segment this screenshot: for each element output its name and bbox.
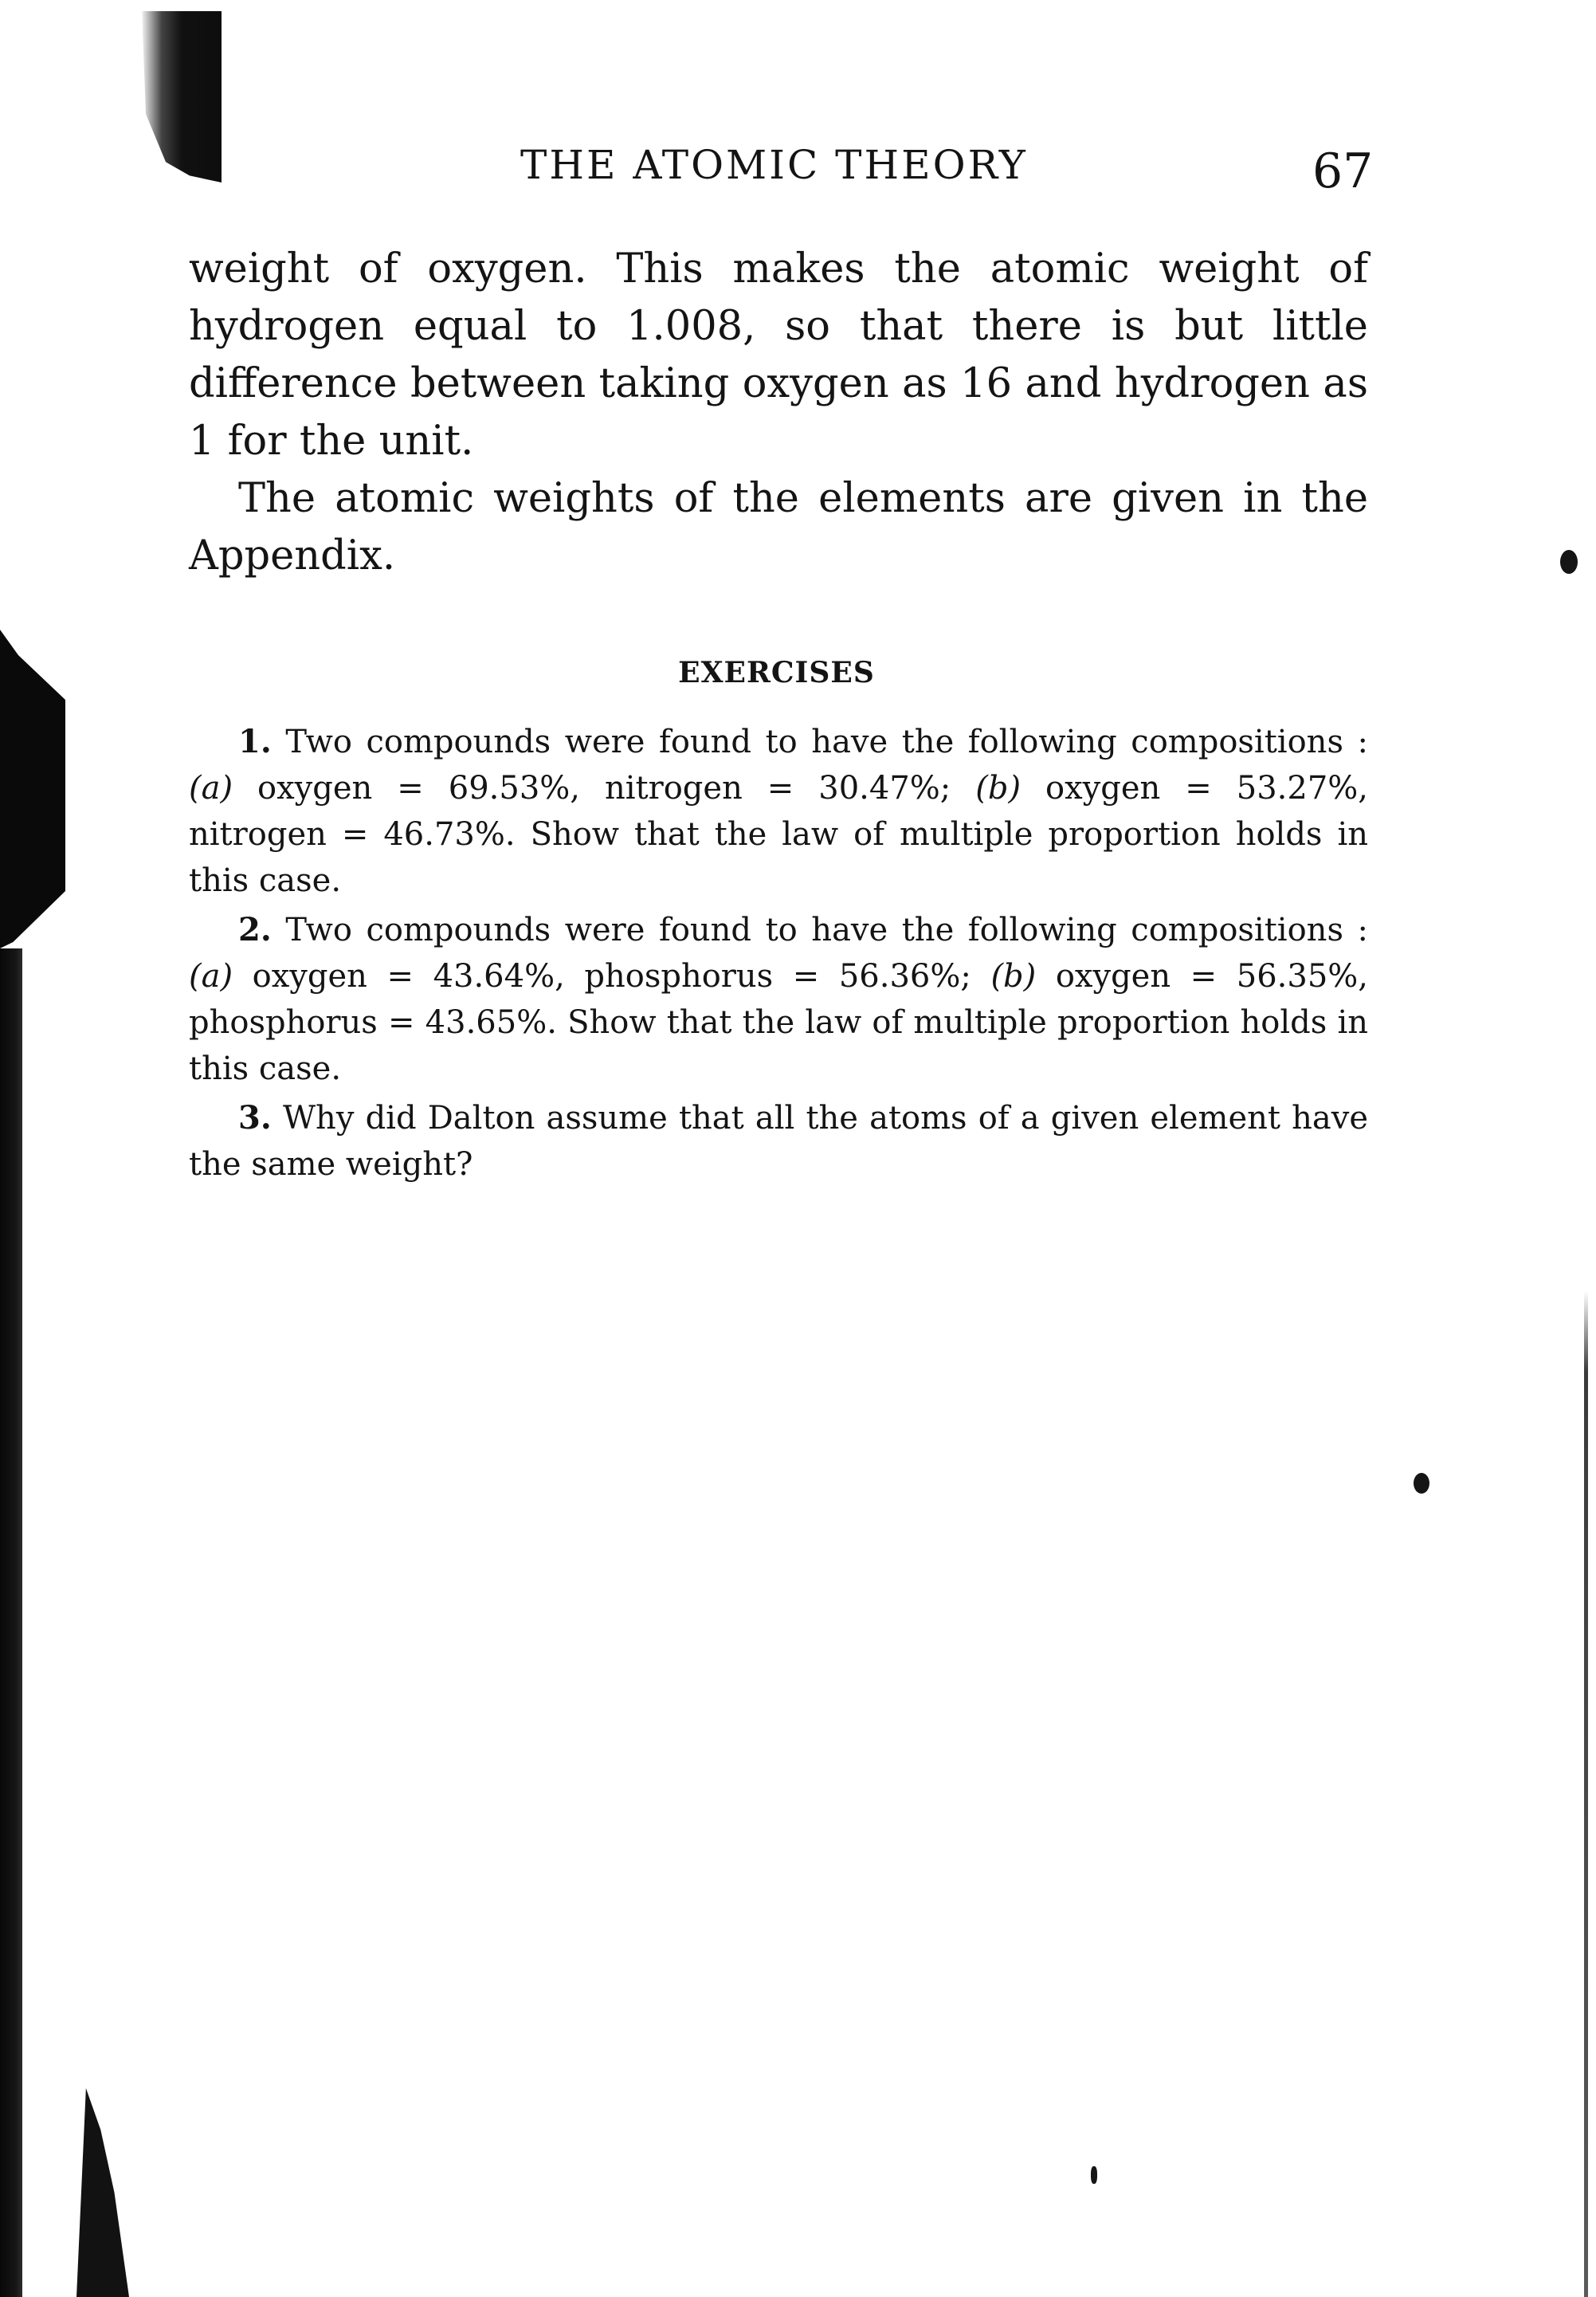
body-paragraph-1: weight of oxygen. This makes the atomic weight of hydrogen equal to 1.008, so that there is but little difference between taking oxygen as 16 and hydrogen as 1 for the unit. — [189, 245, 1368, 465]
running-title: THE ATOMIC THEORY — [520, 142, 1028, 188]
exercise-number: 1. — [238, 723, 272, 760]
exercise-number: 3. — [238, 1099, 272, 1137]
scan-smudge-bottom-left — [76, 2088, 129, 2297]
scan-smudge-top-left — [142, 11, 222, 183]
body-text — [189, 241, 1368, 585]
exercise-label-b: (b) — [975, 770, 1022, 807]
scan-page-edge-right — [1584, 1291, 1588, 2297]
exercise-text-b: oxygen = 53.27%, nitrogen = 46.73%. Show that the law of multiple proportion holds in this case. — [189, 770, 1369, 899]
ink-spot — [1091, 2166, 1097, 2184]
page-number: 67 — [1312, 143, 1374, 199]
exercise-label-a: (a) — [189, 958, 233, 995]
exercise-text-b: oxygen = 56.35%, phosphorus = 43.65%. Show that the law of multiple proportion holds in this case. — [189, 958, 1369, 1087]
exercise-intro: Two compounds were found to have the following compositions : — [285, 724, 1368, 760]
exercise-intro: Two compounds were found to have the following compositions : — [285, 912, 1368, 948]
ink-spot — [1414, 1473, 1429, 1494]
exercise-text: Why did Dalton assume that all the atoms of a given element have the same weight? — [189, 1100, 1369, 1183]
exercise-text-a: oxygen = 69.53%, nitrogen = 30.47%; — [233, 770, 976, 807]
exercise-item-2 — [189, 907, 1368, 1092]
exercises-list — [189, 719, 1368, 1191]
scan-page-edge-left — [0, 948, 22, 2297]
body-paragraph-2: The atomic weights of the elements are given in the Appendix. — [189, 475, 1368, 579]
exercise-number: 2. — [238, 911, 272, 948]
exercises-heading: EXERCISES — [678, 656, 875, 689]
exercise-text-a: oxygen = 43.64%, phosphorus = 56.36%; — [233, 958, 991, 995]
exercise-item-3 — [189, 1095, 1368, 1188]
exercise-item-1 — [189, 719, 1368, 904]
exercise-label-a: (a) — [189, 770, 233, 807]
exercise-label-b: (b) — [990, 958, 1037, 995]
ink-spot — [1560, 550, 1578, 574]
